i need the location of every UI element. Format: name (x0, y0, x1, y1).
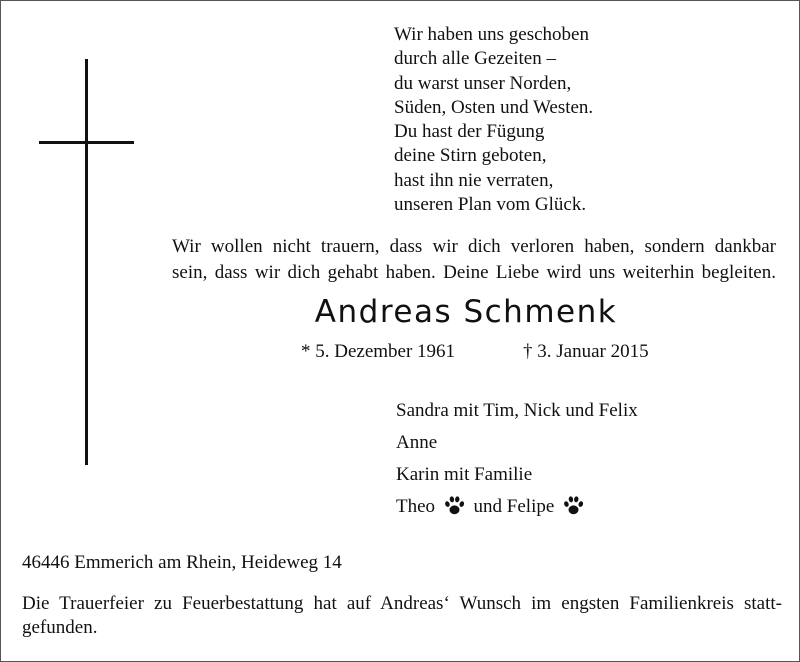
poem-line: unseren Plan vom Glück. (394, 194, 587, 216)
dedication-line: Wir wollen nicht trauern, dass wir dich verloren haben, sondern dankbar (172, 236, 776, 257)
poem-line: Wir haben uns geschoben (394, 24, 589, 45)
mourner-line: Sandra mit Tim, Nick und Felix (396, 400, 638, 421)
deceased-name: Andreas Schmenk (314, 294, 618, 330)
mourners-list (396, 398, 638, 526)
poem-line: du warst unser Norden, (394, 72, 572, 94)
paw-print-icon (443, 494, 466, 517)
mourner-line-pets (396, 494, 638, 526)
poem (394, 23, 593, 217)
poem-line: Süden, Osten und Westen. (394, 96, 594, 118)
mourner-line: Karin mit Familie (396, 464, 533, 485)
death-date: † 3. Januar 2015 (523, 341, 649, 362)
birth-date: * 5. Dezember 1961 (301, 341, 456, 362)
paw-print-icon (562, 494, 585, 517)
poem-line: hast ihn nie verraten, (394, 169, 554, 191)
dedication-text (172, 234, 776, 286)
poem-line: Du hast der Fügung (394, 121, 545, 143)
address: 46446 Emmerich am Rhein, Heideweg 14 (22, 552, 342, 573)
mourner-line: Anne (396, 432, 438, 453)
ceremony-line: Die Trauerfeier zu Feuerbestattung hat auf Andreas‘ Wunsch im engsten Familienkreis statt- (22, 593, 782, 614)
ceremony-note (22, 592, 782, 640)
pet-name: und Felipe (473, 496, 555, 517)
dedication-line: sein, dass wir dich gehabt haben. Deine Liebe wird uns weiterhin begleiten. (172, 262, 776, 283)
poem-line: deine Stirn geboten, (394, 145, 547, 167)
poem-line: durch alle Gezeiten – (394, 48, 556, 70)
cross-icon (85, 59, 88, 465)
ceremony-line: gefunden. (22, 617, 98, 638)
cross-icon-crossbar (39, 141, 134, 144)
pet-name: Theo (396, 496, 436, 517)
